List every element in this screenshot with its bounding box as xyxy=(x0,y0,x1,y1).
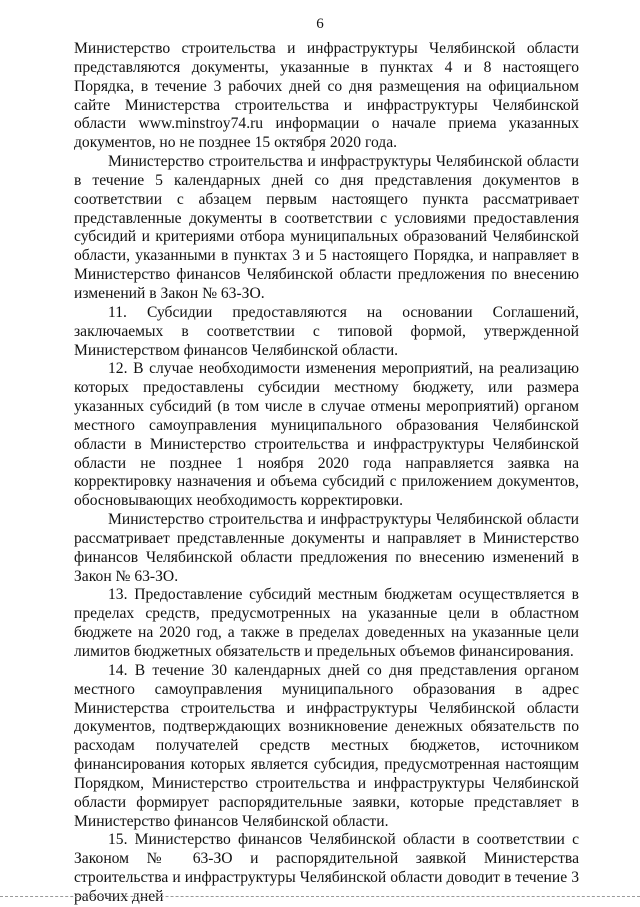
paragraph-item-12-review: Министерство строительства и инфраструктуры Челябинской области рассматривает представленные документы и направляет в Министерство финансов Челябинской области предложения по внесению изменений в Закон № 63-ЗО. xyxy=(74,511,579,585)
paragraph-item-12: 12. В случае необходимости изменения мероприятий, на реализацию которых предоставлены субсидии местному бюджету, или размера указанных субсидий (в том числе в случае отмены мероприятий) органом местного самоуправления муниципального образования Челябинской области в Министерство строительства и инфраструктуры Челябинской области не позднее 1 ноября 2020 года направляется заявка на корректировку назначения и объема субсидий с приложением документов, обосновывающих необходимость корректировки. xyxy=(74,360,579,510)
paragraph-continuation: Министерство строительства и инфраструктуры Челябинской области представляются документы, указанные в пунктах 4 и 8 настоящего Порядка, в течение 3 рабочих дней со дня размещения на официальном сайте Министерства строительства и инфраструктуры Челябинской области www.minstroy74.ru информации о начале приема указанных документов, но не позднее 15 октября 2020 года. xyxy=(74,40,579,152)
document-body xyxy=(74,40,579,907)
paragraph-item-15: 15. Министерство финансов Челябинской области в соответствии с Законом № 63-ЗО и распорядительной заявкой Министерства строительства и инфраструктуры Челябинской области доводит в течение 3 рабочих дней xyxy=(74,831,579,905)
paragraph-item-14: 14. В течение 30 календарных дней со дня представления органом местного самоуправления муниципального образования в адрес Министерства строительства и инфраструктуры Челябинской области документов, подтверждающих возникновение денежных обязательств по расходам получателей средств местных бюджетов, источником финансирования которых является субсидия, предусмотренная настоящим Порядком, Министерство строительства и инфраструктуры Челябинской области формирует распорядительные заявки, которые представляет в Министерство финансов Челябинской области. xyxy=(74,661,579,830)
paragraph-item-13: 13. Предоставление субсидий местным бюджетам осуществляется в пределах средств, предусмотренных на указанные цели в областном бюджете на 2020 год, а также в пределах доведенных на указанные цели лимитов бюджетных обязательств и предельных объемов финансирования. xyxy=(74,586,579,660)
paragraph-ministry-review: Министерство строительства и инфраструктуры Челябинской области в течение 5 календарных дней со дня представления документов в соответствии с абзацем первым настоящего пункта рассматривает представленные документы в соответствии с условиями предоставления субсидий и критериями отбора муниципальных образований Челябинской области, указанными в пунктах 3 и 5 настоящего Порядка, и направляет в Министерство финансов Челябинской области предложения по внесению изменений в Закон № 63-ЗО. xyxy=(74,153,579,302)
bottom-divider xyxy=(0,896,640,897)
page-number: 6 xyxy=(316,16,324,32)
paragraph-item-11: 11. Субсидии предоставляются на основании Соглашений, заключаемых в соответствии с типовой формой, утвержденной Министерством финансов Челябинской области. xyxy=(74,303,579,359)
